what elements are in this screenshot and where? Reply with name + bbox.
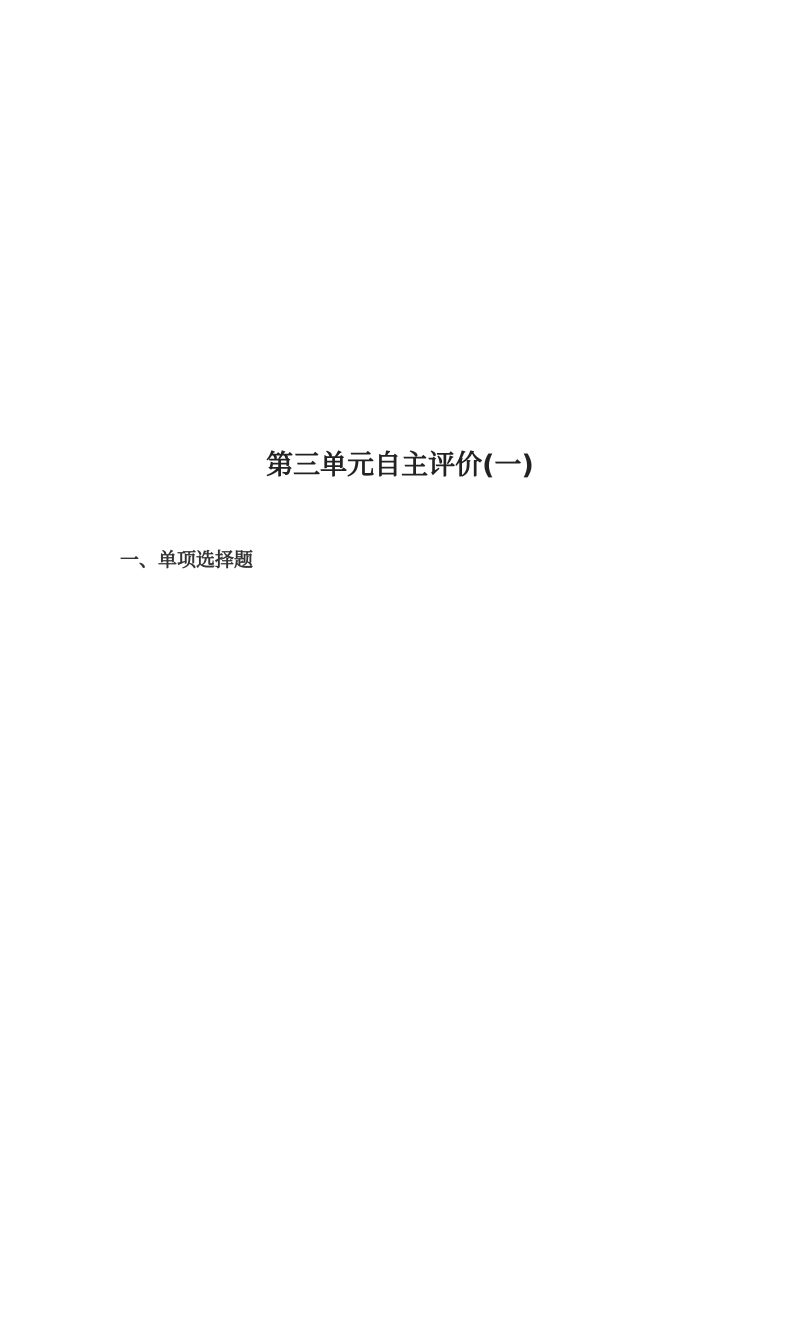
section-title: 第三单元自主评价(一)	[266, 450, 534, 481]
part1-title: 一、单项选择题	[120, 549, 254, 571]
